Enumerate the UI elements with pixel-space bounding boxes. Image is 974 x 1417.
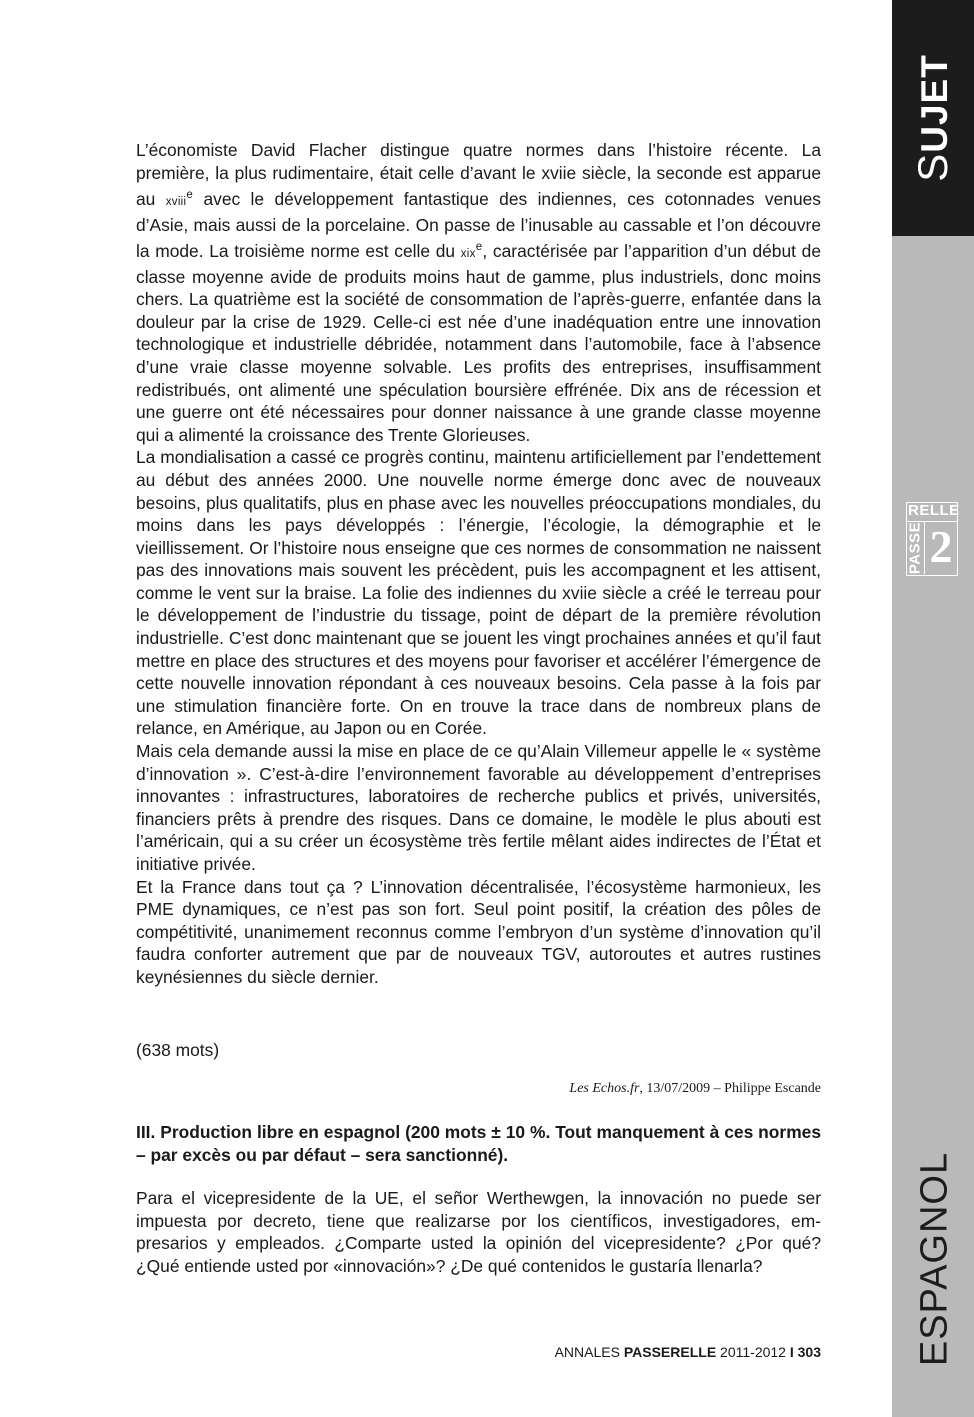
century-numeral-19: xix — [460, 247, 476, 260]
source-citation — [136, 1079, 821, 1099]
section-label — [909, 54, 957, 182]
paragraph-3: Mais cela demande aussi la mise en place de ce qu’Alain Villemeur appelle le « système d’innovation ». C’est-à-dire l’environnement favorable au développement d’entreprises innovantes : infrastructures, laboratoires de recherche publics et privés, universités, financiers prêts à prendre des risques. Dans ce domaine, le modèle le plus abouti est l’américain, qui a su créer un écosystème très fertile mêlant aides indirectes de l’État et initiative privée. — [136, 741, 821, 874]
paragraph-1 — [136, 139, 821, 446]
article-body — [136, 139, 821, 989]
logo-text-side: PASSE — [906, 521, 924, 575]
source-title: Les Echos.fr — [569, 1081, 640, 1096]
logo-divider-vertical — [924, 522, 925, 574]
footer-prefix: ANNALES — [554, 1344, 624, 1360]
source-details: , 13/07/2009 – Philippe Escande — [639, 1081, 821, 1096]
logo-text-top: RELLE — [908, 502, 960, 519]
section-label-initial: S — [909, 152, 956, 182]
century-suffix-18: e — [186, 189, 194, 202]
paragraph-2: La mondialisation a cassé ce progrès continu, maintenu artificiellement par l’endettement au début des années 2000. Une nouvelle norme émerge donc avec de nouveaux besoins, plus qualitatifs, plus en phase avec les nouvelles préoccupations mondiales, du moins dans les pays développés : l’énergie, l’écologie, la démographie et le vieillissement. Or l’histoire nous enseigne que ces normes de consommation ne naissent pas des innovations mais souvent les précèdent, puis les accompagnent et les attisent, comme le vent sur la braise. La folie des indiennes du xviie siècle a créé le terreau pour le développement de l’industrie du tissage, point de départ de la première révolution industrielle. C’est donc maintenant que se jouent les vingt prochaines années et qu’il faut mettre en place des structures et des moyens pour favoriser et accélérer l’émergence de cette nouvelle innovation répondant à ces nouveaux besoins. Cela passe à la fois par une stimulation financière forte. On en trouve la trace dans de nombreux plans de relance, en Amérique, au Japon ou en Corée. — [136, 447, 821, 739]
page-footer — [136, 1343, 821, 1361]
footer-years: 2011-2012 — [716, 1344, 790, 1360]
section-tab — [892, 0, 974, 236]
logo-number: 2 — [929, 521, 953, 572]
section-heading: III. Production libre en espagnol (200 mots ± 10 %. Tout manquement à ces normes – par excès ou par défaut – sera sanctionné). — [136, 1122, 821, 1165]
subject-label: ESPAGNOL — [913, 1151, 956, 1367]
paragraph-1-part-c: , caractérisée par l’apparition d’un début de classe moyenne avide de produits moins haut de gamme, plus industriels, donc moins chers. La quatrième est la société de consommation de l’après-guerre, enfantée dans la douleur par la crise de 1929. Celle-ci est née d’une inadéquation entre une innovation technologique et industrielle débridée, notamment dans l’automobile, face à l’absence d’une vraie classe moyenne solvable. Les profits des entreprises, insuffisamment redistribués, ont alimenté une spéculation boursière effrénée. Dix ans de récession et une guerre ont été nécessaires pour donner naissance à une grande classe moyenne qui a alimenté la croissance des Trente Glorieuses. — [136, 240, 821, 445]
passerelle-logo — [906, 502, 958, 576]
question-block — [136, 1187, 821, 1277]
paragraph-1-part-a: L’économiste David Flacher distingue quatre normes dans l’histoire récente. La première, la plus rudimentaire, était celle d’avant le xviie siècle, la seconde est apparue au — [136, 140, 821, 209]
footer-brand: PASSERELLE — [623, 1344, 717, 1360]
section-label-rest: UJET — [914, 54, 955, 153]
paragraph-4: Et la France dans tout ça ? L’innovation décentralisée, l’écosystème harmonieux, les PME dynamiques, ce n’est pas son fort. Seul point positif, la création des pôles de compétitivité, unanimement reconnus comme l’embryon d’un système d’innovation qu’il faudra conforter autrement que par de nouveaux TGV, autoroutes et autres rustines keynésiennes du siècle dernier. — [136, 876, 821, 987]
century-suffix-19: e — [475, 241, 483, 254]
century-numeral-18: xviii — [165, 195, 187, 208]
paragraph-1-part-b: avec le développement fantastique des indiennes, ces cotonnades venues d’Asie, mais aussi de la porcelaine. On passe de l’inusable au cassable et l’on découvre la mode. La troisième norme est celle du — [136, 188, 822, 261]
right-sidebar — [892, 0, 974, 1417]
word-count: (638 mots) — [136, 1040, 220, 1060]
question-text: Para el vicepresidente de la UE, el señor Werthewgen, la innovación no puede ser impuesta por decreto, tiene que realizarse por los científicos, investigadores, empresarios y empleados. ¿Comparte usted la opinión del vicepresidente? ¿Por qué? ¿Qué entiende usted por «innovación»? ¿De qué contenidos le gustaría llenarla? — [136, 1188, 821, 1276]
page-number: 303 — [797, 1344, 821, 1360]
footer-separator: I — [789, 1344, 794, 1360]
